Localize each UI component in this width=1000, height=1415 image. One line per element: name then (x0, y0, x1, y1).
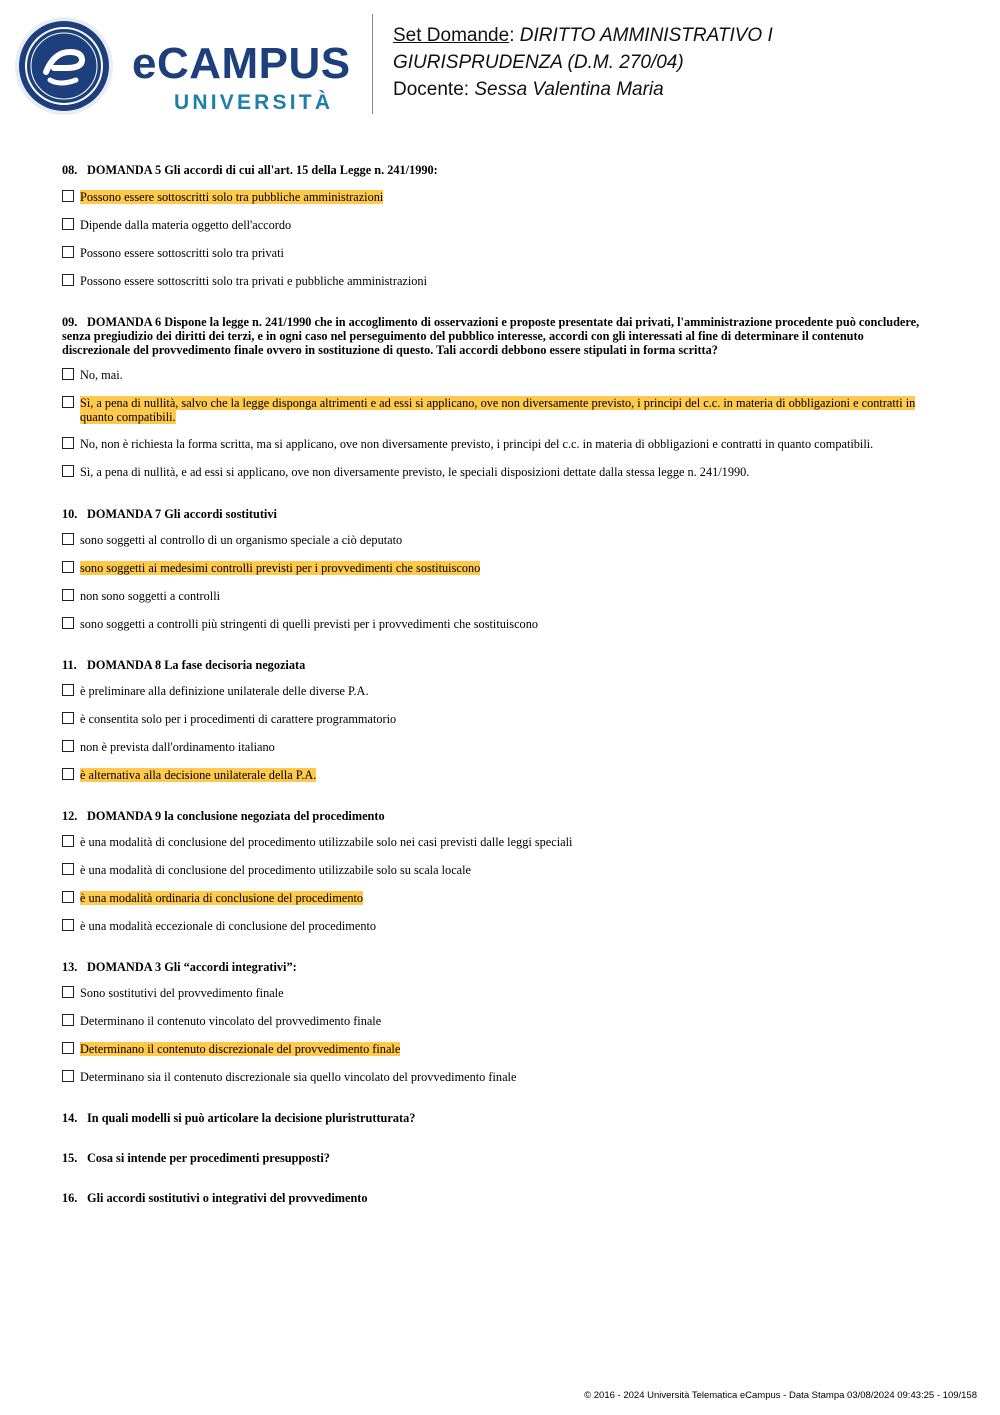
docente-line (393, 76, 983, 103)
answer-checkbox[interactable] (62, 740, 74, 752)
question-block (62, 1151, 928, 1165)
logo-wordmark: eCAMPUS (132, 39, 351, 88)
answer-option[interactable] (62, 863, 946, 877)
question-title (62, 658, 928, 672)
question-block (62, 315, 928, 479)
question-number: 12. (62, 809, 78, 823)
question-text: DOMANDA 6 Dispone la legge n. 241/1990 che in accoglimento di osservazioni e proposte presentate dai privati, l'amministrazione procedente può concludere, senza pregiudizio dei diritti dei terzi, e in ogni caso nel perseguimento del pubblico interesse, accordi con gli interessati al fine di determinare il contenuto discrezionale del provvedimento finale ovvero in sostituzione di questo. Tali accordi debbono essere stipulati in forma scritta? (62, 315, 920, 357)
answer-label: Determinano il contenuto vincolato del provvedimento finale (80, 1014, 382, 1028)
question-title (62, 163, 928, 177)
answer-label: Sì, a pena di nullità, e ad essi si applicano, ove non diversamente previsto, le speciali disposizioni dettate dalla stessa legge n. 241/1990. (80, 465, 750, 479)
answer-option[interactable] (62, 589, 946, 603)
answer-label: è consentita solo per i procedimenti di carattere programmatorio (80, 712, 397, 726)
answer-label: è una modalità di conclusione del procedimento utilizzabile solo su scala locale (80, 863, 471, 877)
answer-label: è preliminare alla definizione unilaterale delle diverse P.A. (80, 684, 369, 698)
answer-option[interactable] (62, 835, 946, 849)
answer-checkbox[interactable] (62, 863, 74, 875)
question-title (62, 960, 928, 974)
answer-label: sono soggetti a controlli più stringenti di quelli previsti per i provvedimenti che sostituiscono (80, 617, 538, 631)
answer-checkbox[interactable] (62, 684, 74, 696)
answer-label: è una modalità di conclusione del procedimento utilizzabile solo nei casi previsti dalle leggi speciali (80, 835, 573, 849)
answer-option[interactable] (62, 891, 946, 905)
answer-option[interactable] (62, 274, 946, 288)
answer-option[interactable] (62, 561, 946, 575)
answer-option[interactable] (62, 617, 946, 631)
answer-label: Sono sostitutivi del provvedimento finale (80, 986, 284, 1000)
answer-option[interactable] (62, 1070, 946, 1084)
question-text: DOMANDA 5 Gli accordi di cui all'art. 15 della Legge n. 241/1990: (87, 163, 438, 177)
university-seal-icon (14, 16, 114, 116)
answer-option[interactable] (62, 919, 946, 933)
answer-checkbox[interactable] (62, 396, 74, 408)
question-number: 10. (62, 507, 78, 521)
answer-option[interactable] (62, 396, 946, 424)
answer-checkbox[interactable] (62, 437, 74, 449)
set-info (393, 22, 983, 103)
answer-option[interactable] (62, 437, 946, 451)
question-title (62, 1151, 928, 1165)
answer-option[interactable] (62, 190, 946, 204)
answer-checkbox[interactable] (62, 368, 74, 380)
question-block (62, 809, 928, 933)
answer-option[interactable] (62, 533, 946, 547)
page-footer: © 2016 - 2024 Università Telematica eCampus - Data Stampa 03/08/2024 09:43:25 - 109/158 (584, 1390, 977, 1401)
answer-checkbox[interactable] (62, 218, 74, 230)
answer-option[interactable] (62, 368, 946, 382)
answer-option[interactable] (62, 768, 946, 782)
answer-checkbox[interactable] (62, 561, 74, 573)
question-text: DOMANDA 7 Gli accordi sostitutivi (87, 507, 277, 521)
question-text: DOMANDA 8 La fase decisoria negoziata (87, 658, 306, 672)
question-number: 11. (62, 658, 77, 672)
question-block (62, 507, 928, 631)
answer-label: Sì, a pena di nullità, salvo che la legge disponga altrimenti e ad essi si applicano, ove non diversamente previsto, i principi del c.c. in materia di obbligazioni e contratti in quanto compatibili. (80, 396, 916, 424)
answer-checkbox[interactable] (62, 465, 74, 477)
question-block (62, 1111, 928, 1125)
answer-label: sono soggetti al controllo di un organismo speciale a ciò deputato (80, 533, 403, 547)
answer-checkbox[interactable] (62, 986, 74, 998)
answer-label: è alternativa alla decisione unilaterale della P.A. (80, 768, 317, 782)
answer-checkbox[interactable] (62, 589, 74, 601)
question-number: 09. (62, 315, 78, 329)
question-text: Cosa si intende per procedimenti presupposti? (87, 1151, 330, 1165)
docente-label: Docente: (393, 79, 470, 100)
question-block (62, 1191, 928, 1205)
answer-checkbox[interactable] (62, 1014, 74, 1026)
answer-checkbox[interactable] (62, 712, 74, 724)
answer-checkbox[interactable] (62, 1042, 74, 1054)
answer-label: No, mai. (80, 368, 123, 382)
question-number: 08. (62, 163, 78, 177)
answer-checkbox[interactable] (62, 1070, 74, 1082)
question-title (62, 1191, 928, 1205)
answer-label: Possono essere sottoscritti solo tra privati e pubbliche amministrazioni (80, 274, 427, 288)
set-title-line1: Set Domande: DIRITTO AMMINISTRATIVO I (393, 25, 773, 46)
question-text: DOMANDA 9 la conclusione negoziata del procedimento (87, 809, 385, 823)
question-text: DOMANDA 3 Gli “accordi integrativi”: (87, 960, 297, 974)
answer-option[interactable] (62, 740, 946, 754)
answer-option[interactable] (62, 1042, 946, 1056)
answer-option[interactable] (62, 684, 946, 698)
question-number: 16. (62, 1191, 78, 1205)
set-title: DIRITTO AMMINISTRATIVO I (519, 25, 773, 46)
question-title (62, 809, 928, 823)
page-header (0, 0, 1000, 130)
answer-label: Possono essere sottoscritti solo tra privati (80, 246, 284, 260)
answer-label: non sono soggetti a controlli (80, 589, 221, 603)
answer-option[interactable] (62, 465, 946, 479)
answer-label: non è prevista dall'ordinamento italiano (80, 740, 275, 754)
question-block (62, 658, 928, 782)
answer-label: Determinano il contenuto discrezionale del provvedimento finale (80, 1042, 401, 1056)
set-label: Set Domande (393, 25, 510, 46)
question-number: 13. (62, 960, 78, 974)
question-block (62, 163, 928, 288)
answer-checkbox[interactable] (62, 891, 74, 903)
question-number: 15. (62, 1151, 78, 1165)
question-title (62, 1111, 928, 1125)
answer-label: Dipende dalla materia oggetto dell'accordo (80, 218, 292, 232)
answer-label: No, non è richiesta la forma scritta, ma si applicano, ove non diversamente previsto, i principi del c.c. in materia di obbligazioni e contratti in quanto compatibili. (80, 437, 874, 451)
answer-checkbox[interactable] (62, 274, 74, 286)
answer-checkbox[interactable] (62, 835, 74, 847)
header-divider (372, 14, 373, 114)
answer-checkbox[interactable] (62, 246, 74, 258)
answer-option[interactable] (62, 712, 946, 726)
question-block (62, 960, 928, 1084)
docente-name: Sessa Valentina Maria (474, 79, 664, 100)
answer-option[interactable] (62, 1014, 946, 1028)
answer-label: sono soggetti ai medesimi controlli previsti per i provvedimenti che sostituiscono (80, 561, 481, 575)
question-number: 14. (62, 1111, 78, 1125)
answer-option[interactable] (62, 246, 946, 260)
logo-subtitle: UNIVERSITÀ (174, 91, 334, 114)
answer-option[interactable] (62, 218, 946, 232)
answer-label: Determinano sia il contenuto discrezionale sia quello vincolato del provvedimento finale (80, 1070, 517, 1084)
question-text: In quali modelli si può articolare la decisione pluristrutturata? (87, 1111, 416, 1125)
question-text: Gli accordi sostitutivi o integrativi del provvedimento (87, 1191, 368, 1205)
question-title (62, 315, 928, 357)
answer-label: Possono essere sottoscritti solo tra pubbliche amministrazioni (80, 190, 384, 204)
answer-checkbox[interactable] (62, 919, 74, 931)
answer-checkbox[interactable] (62, 617, 74, 629)
answer-label: è una modalità eccezionale di conclusione del procedimento (80, 919, 377, 933)
ecampus-logo (14, 16, 359, 116)
answer-checkbox[interactable] (62, 190, 74, 202)
set-title-line2: GIURISPRUDENZA (D.M. 270/04) (393, 52, 684, 73)
answer-checkbox[interactable] (62, 533, 74, 545)
answer-label: è una modalità ordinaria di conclusione del procedimento (80, 891, 364, 905)
question-title (62, 507, 928, 521)
answer-option[interactable] (62, 986, 946, 1000)
answer-checkbox[interactable] (62, 768, 74, 780)
